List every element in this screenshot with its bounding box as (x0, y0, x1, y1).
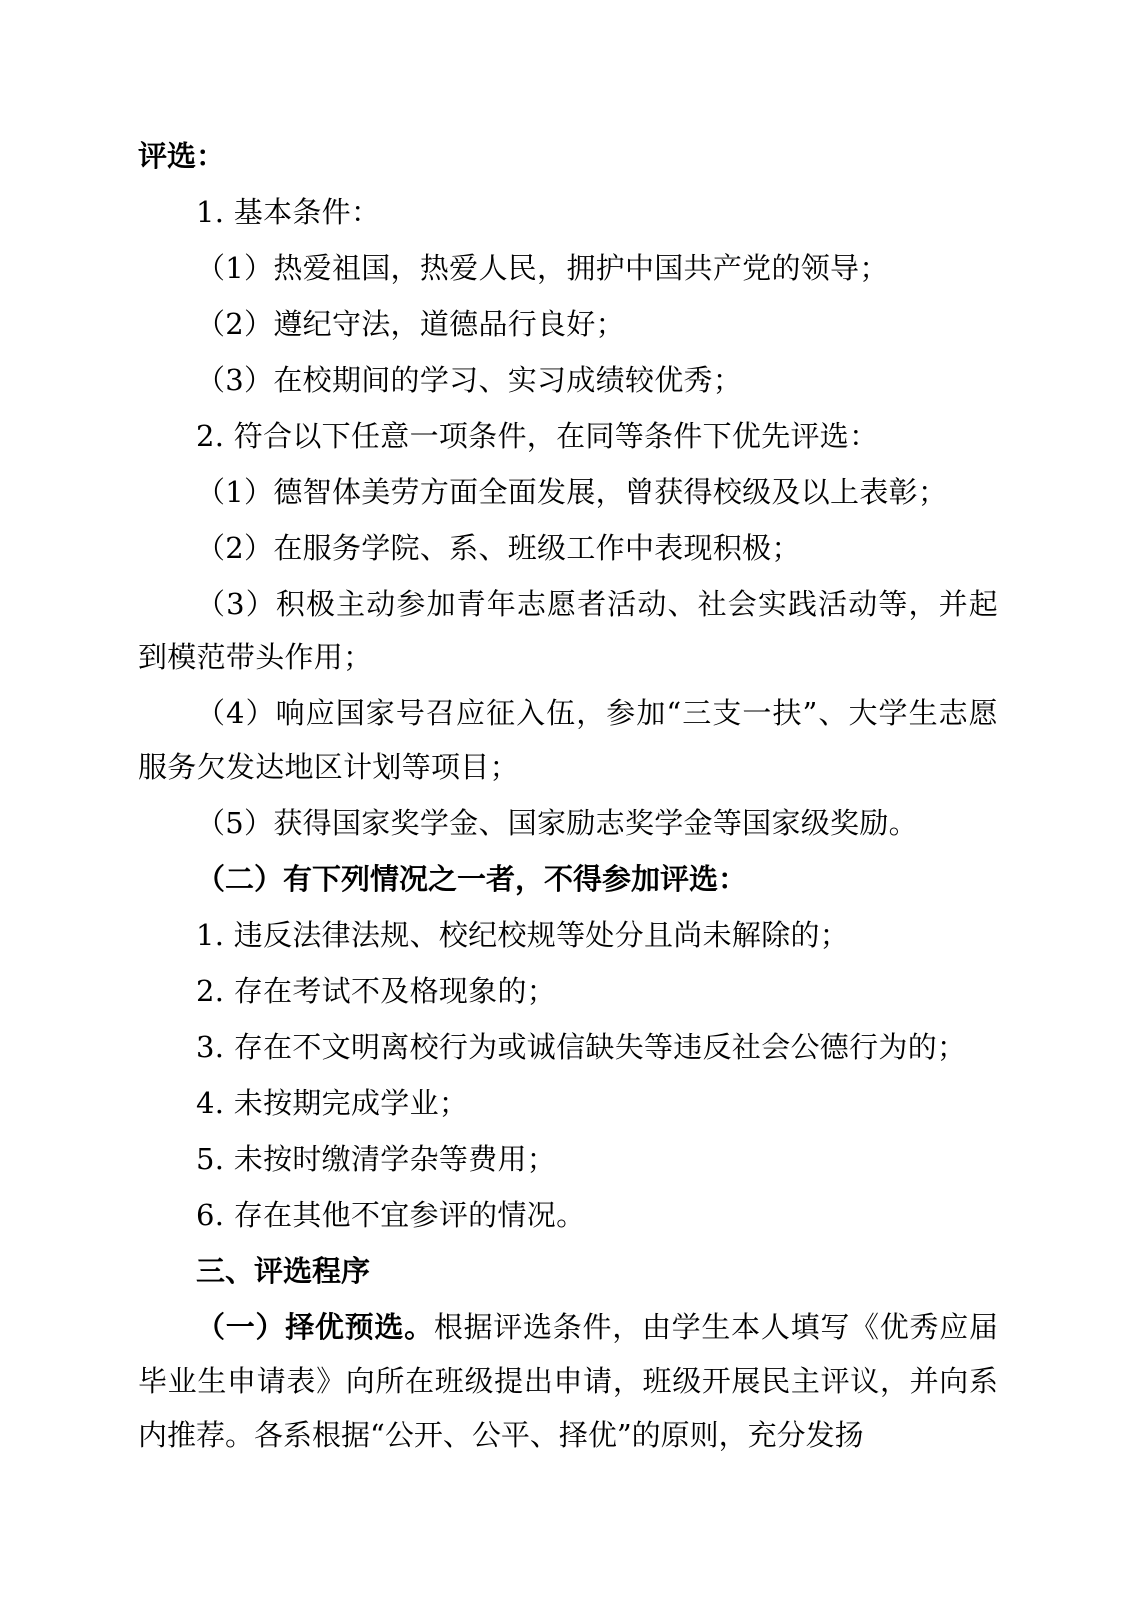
paragraph-condition-2-5: （5）获得国家奖学金、国家励志奖学金等国家级奖励。 (196, 806, 918, 841)
paragraph-basic-conditions-title: 1. 基本条件： (196, 194, 381, 229)
paragraph-condition-1-2: （2）遵纪守法，道德品行良好； (196, 306, 625, 341)
paragraph-disqualify-2: 2. 存在考试不及格现象的； (196, 974, 557, 1009)
paragraph-condition-2-3: （3）积极主动参加青年志愿者活动、社会实践活动等，并起到模范带头作用； (138, 586, 998, 675)
paragraph-preselection (138, 1301, 998, 1463)
paragraph-condition-1-1: （1）热爱祖国，热爱人民，拥护中国共产党的领导； (196, 250, 889, 285)
paragraph-condition-2-4: （4）响应国家号召应征入伍，参加“三支一扶”、大学生志愿服务欠发达地区计划等项目； (138, 696, 998, 785)
paragraph-condition-2-2: （2）在服务学院、系、班级工作中表现积极； (196, 530, 801, 565)
paragraph-condition-1-3: （3）在校期间的学习、实习成绩较优秀； (196, 362, 743, 397)
paragraph-disqualify-5: 5. 未按时缴清学杂等费用； (196, 1141, 557, 1176)
paragraph-disqualify-4: 4. 未按期完成学业； (196, 1085, 469, 1120)
paragraph-preselection-lead: （一）择优预选。 (196, 1309, 434, 1344)
section-title-procedure: 三、评选程序 (196, 1253, 371, 1288)
paragraph-preselection-body: 根据评选条件，由学生本人填写《优秀应届毕业生申请表》向所在班级提出申请，班级开展民主评议，并向系内推荐。各系根据“公开、公平、择优”的原则，充分发扬 (138, 1309, 998, 1452)
subsection-title-disqualification: （二）有下列情况之一者，不得参加评选： (196, 862, 748, 897)
paragraph-condition-2-1: （1）德智体美劳方面全面发展，曾获得校级及以上表彰； (196, 474, 948, 509)
paragraph-disqualify-1: 1. 违反法律法规、校纪校规等处分且尚未解除的； (196, 918, 850, 953)
paragraph-priority-conditions-title: 2. 符合以下任意一项条件，在同等条件下优先评选： (196, 418, 879, 453)
document-body (138, 130, 998, 1465)
paragraph-disqualify-3: 3. 存在不文明离校行为或诚信缺失等违反社会公德行为的； (196, 1030, 967, 1064)
paragraph-disqualify-6: 6. 存在其他不宜参评的情况。 (196, 1197, 586, 1232)
section-title-selection: 评选： (138, 139, 226, 173)
